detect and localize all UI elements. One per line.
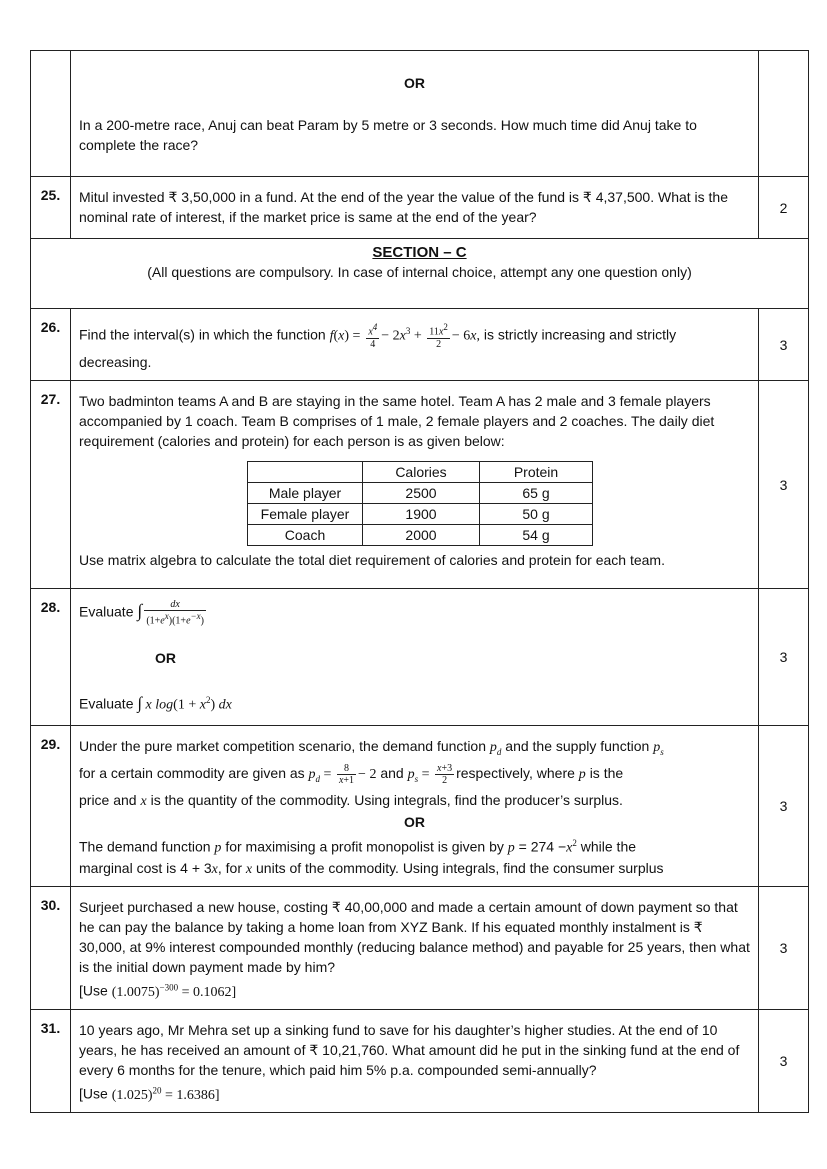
question-28-body	[71, 589, 759, 726]
evaluate-label: Evaluate	[79, 695, 134, 712]
question-29-body: Under the pure market competition scenario, the demand function $p_d$ and the supply function $p_s$ for a certain commodity are given as $p_d$ = $\frac{8}{x+1}$ − 2 and $p_s$ = $\frac{x+3}{2}$ respectively, where p is the price and x is the quantity of the commodity. Using integrals, find the producer’s surplus. OR The demand function p for maximising a profit monopolist is given by $p = 274 -x^2$ while the marginal cost is 4 + 3x, for x units of the commodity. Using integrals, find the consumer surplus	[71, 726, 759, 887]
diet-cell: 65 g	[480, 483, 593, 504]
or-label: OR	[404, 75, 425, 91]
text: marginal cost is 4 + 3	[79, 860, 212, 877]
question-24-body	[71, 51, 759, 177]
question-number: 31.	[31, 1010, 71, 1113]
use-label: [Use	[79, 983, 108, 1000]
diet-cell: 2500	[363, 483, 480, 504]
question-row-26	[31, 309, 809, 381]
question-30-text: Surjeet purchased a new house, costing ₹ 40,00,000 and made a certain amount of down payment so that he can pay the balance by taking a home loan from XYZ Bank. If his equated monthly instalment is ₹ 30,000, at 9% interest compounded monthly (reducing balance method) and payable for 25 years, then what is the initial down payment made by him?	[79, 899, 750, 976]
question-27-text: Two badminton teams A and B are staying in the same hotel. Team A has 2 male and 3 female players accompanied by 1 coach. Team B comprises of 1 male, 2 female players and 2 coaches. The daily diet requirement (calories and protein) for each person is as given below:	[79, 393, 715, 449]
text: is the	[589, 765, 624, 781]
marks: 2	[759, 177, 809, 239]
text: , for	[217, 860, 243, 877]
marks: 3	[759, 1010, 809, 1113]
question-number: 26.	[31, 309, 71, 381]
function-formula: f	[329, 328, 334, 344]
diet-table-row	[248, 525, 593, 546]
diet-cell: 2000	[363, 525, 480, 546]
diet-cell: Female player	[248, 504, 363, 525]
diet-cell: 50 g	[480, 504, 593, 525]
or-label: OR	[155, 650, 176, 667]
question-number-empty	[31, 51, 71, 177]
marks: 3	[759, 309, 809, 381]
marks: 3	[759, 887, 809, 1010]
question-27-text-after: Use matrix algebra to calculate the total diet requirement of calories and protein for each team.	[79, 552, 665, 568]
question-row-28	[31, 589, 809, 726]
text: The demand function	[79, 838, 211, 855]
question-number: 29.	[31, 726, 71, 887]
use-label: [Use	[79, 1085, 108, 1102]
integral-1: Evaluate ∫ $\frac{dx}{(1+e^x)(1+e^{-x})}$	[79, 599, 204, 627]
section-title: SECTION – C	[372, 244, 467, 261]
text: and the supply function	[505, 738, 650, 754]
section-note: (All questions are compulsory. In case of internal choice, attempt any one question only)	[147, 264, 692, 280]
question-31-text: 10 years ago, Mr Mehra set up a sinking fund to save for his daughter’s higher studies. At the end of 10 years, he has received an amount of ₹ 10,21,760. What amount did he put in the sinking fund at the end of every 6 months for the tenure, which paid him 5% p.a. compounded semi-annually?	[79, 1022, 740, 1079]
diet-table-row	[248, 504, 593, 525]
question-row-24	[31, 51, 809, 177]
question-number: 25.	[31, 177, 71, 239]
question-31-body	[71, 1010, 759, 1113]
diet-header-blank	[248, 462, 363, 483]
question-26-text-b: is strictly increasing and strictly decreasing.	[79, 326, 677, 370]
text: and	[380, 765, 404, 781]
text: is the quantity of the commodity. Using integrals, find the producer’s surplus.	[150, 791, 623, 808]
diet-header-protein: Protein	[480, 462, 593, 483]
section-header-row	[31, 239, 809, 309]
marks: 3	[759, 381, 809, 589]
question-30-body	[71, 887, 759, 1010]
marks: 3	[759, 589, 809, 726]
integral-2: Evaluate ∫ x $\log(1 + x^2)$ dx	[79, 693, 232, 713]
text: respectively, where	[456, 765, 575, 781]
text: while the	[580, 838, 637, 855]
question-row-25	[31, 177, 809, 239]
section-header	[31, 239, 809, 309]
text: for a certain commodity are given as	[79, 765, 305, 781]
question-row-29	[31, 726, 809, 887]
diet-cell: 1900	[363, 504, 480, 525]
evaluate-label: Evaluate	[79, 603, 134, 620]
marks-empty	[759, 51, 809, 177]
question-31-hint: [Use $(1.025)^{20} = 1.6386$]	[79, 1085, 220, 1103]
diet-table-header	[248, 462, 593, 483]
question-24-text: In a 200-metre race, Anuj can beat Param by 5 metre or 3 seconds. How much time did Anuj take to complete the race?	[79, 117, 697, 153]
question-table	[30, 50, 809, 1113]
question-26-body: Find the interval(s) in which the function f(x) = $\frac{x^4}{4}$ − $2x^3$ + $\frac{11x^2}{2}$ − 6x, is strictly increasing and strictly decreasing.	[71, 309, 759, 381]
marks: 3	[759, 726, 809, 887]
question-26-text-a: Find the interval(s) in which the function	[79, 326, 326, 343]
question-row-30	[31, 887, 809, 1010]
question-30-hint: [Use $(1.0075)^{-300} = 0.1062$]	[79, 982, 237, 1001]
question-number: 30.	[31, 887, 71, 1010]
diet-table	[247, 461, 593, 546]
diet-header-calories: Calories	[363, 462, 480, 483]
text: Under the pure market competition scenario, the demand function	[79, 738, 487, 754]
text: units of the commodity. Using integrals, find the consumer surplus	[256, 860, 664, 877]
diet-cell: Coach	[248, 525, 363, 546]
question-27-body	[71, 381, 759, 589]
question-row-31	[31, 1010, 809, 1113]
question-row-27	[31, 381, 809, 589]
diet-cell: Male player	[248, 483, 363, 504]
or-label: OR	[404, 813, 425, 830]
question-25-text: Mitul invested ₹ 3,50,000 in a fund. At the end of the year the value of the fund is ₹ 4,37,500. What is the nominal rate of interest, if the market price is same at the end of the year?	[71, 177, 759, 239]
question-number: 28.	[31, 589, 71, 726]
question-number: 27.	[31, 381, 71, 589]
text: price and	[79, 791, 137, 808]
diet-table-row	[248, 483, 593, 504]
diet-cell: 54 g	[480, 525, 593, 546]
text: for maximising a profit monopolist is given by	[225, 838, 504, 855]
